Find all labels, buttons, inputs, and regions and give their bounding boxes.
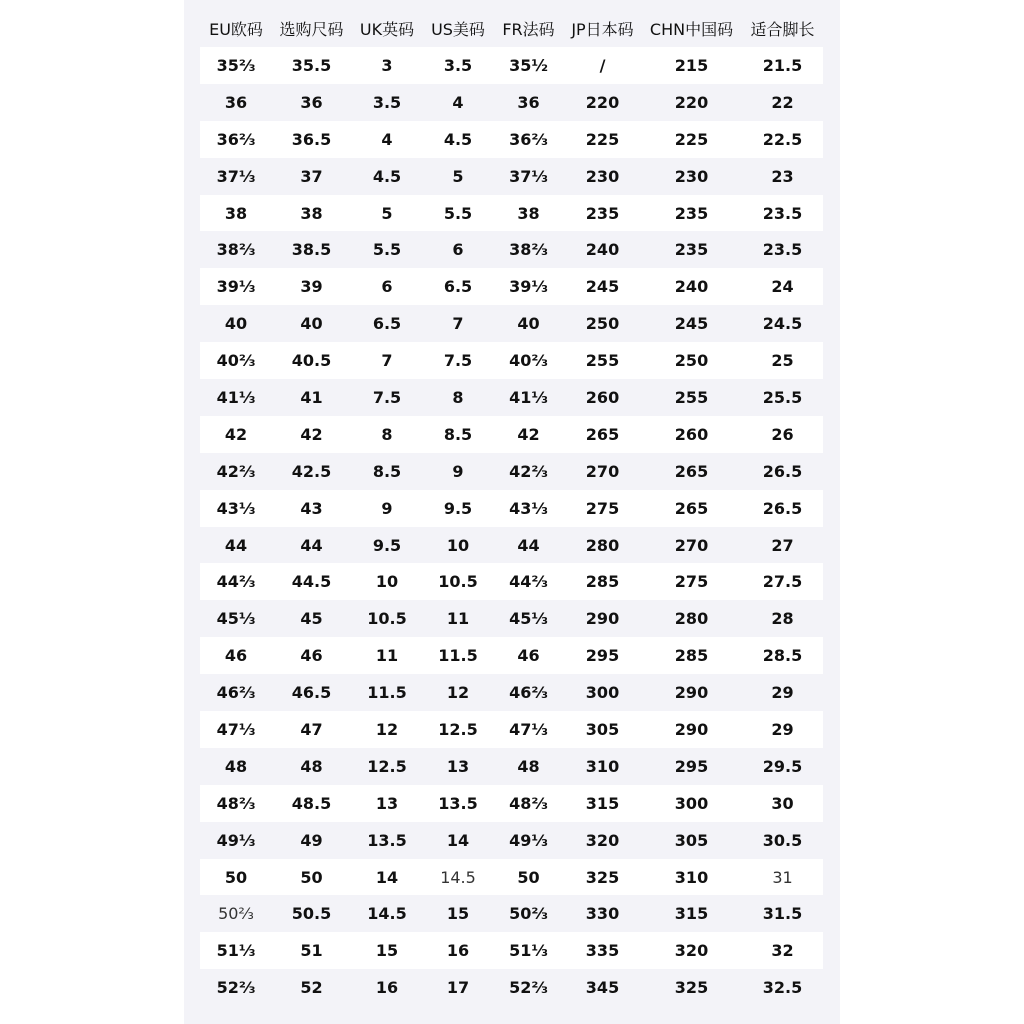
cell-us: 16	[423, 932, 493, 969]
cell-foot-length: 31	[742, 859, 823, 896]
cell-eu: 41⅓	[200, 379, 272, 416]
header-chn: CHN中国码	[649, 20, 734, 39]
cell-chn: 250	[641, 342, 742, 379]
cell-chn: 285	[641, 637, 742, 674]
cell-purchase-size: 50	[272, 859, 351, 896]
cell-foot-length: 26	[742, 416, 823, 453]
cell-eu: 35⅔	[200, 47, 272, 84]
cell-fr: 40⅔	[493, 342, 564, 379]
table-row	[200, 342, 823, 379]
cell-jp: 240	[564, 231, 641, 268]
cell-fr: 48	[493, 748, 564, 785]
cell-uk: 4.5	[351, 158, 423, 195]
cell-chn: 290	[641, 674, 742, 711]
cell-jp: 250	[564, 305, 641, 342]
cell-purchase-size: 51	[272, 932, 351, 969]
cell-us: 14	[423, 822, 493, 859]
cell-fr: 44⅔	[493, 563, 564, 600]
cell-eu: 38⅔	[200, 231, 272, 268]
cell-chn: 325	[641, 969, 742, 1006]
cell-purchase-size: 36.5	[272, 121, 351, 158]
cell-foot-length: 27	[742, 527, 823, 564]
cell-chn: 270	[641, 527, 742, 564]
cell-chn: 295	[641, 748, 742, 785]
table-row	[200, 674, 823, 711]
cell-fr: 46⅔	[493, 674, 564, 711]
cell-us: 8.5	[423, 416, 493, 453]
table-row	[200, 563, 823, 600]
cell-eu: 48	[200, 748, 272, 785]
cell-uk: 9	[351, 490, 423, 527]
cell-chn: 300	[641, 785, 742, 822]
cell-fr: 43⅓	[493, 490, 564, 527]
cell-us: 12.5	[423, 711, 493, 748]
cell-eu: 45⅓	[200, 600, 272, 637]
cell-chn: 310	[641, 859, 742, 896]
cell-foot-length: 28.5	[742, 637, 823, 674]
cell-jp: 295	[564, 637, 641, 674]
cell-us: 11.5	[423, 637, 493, 674]
cell-uk: 14.5	[351, 895, 423, 932]
cell-purchase-size: 41	[272, 379, 351, 416]
size-chart-table	[200, 10, 823, 1006]
cell-jp: 320	[564, 822, 641, 859]
cell-foot-length: 25	[742, 342, 823, 379]
table-row	[200, 859, 823, 896]
cell-uk: 9.5	[351, 527, 423, 564]
cell-foot-length: 28	[742, 600, 823, 637]
cell-eu: 43⅓	[200, 490, 272, 527]
cell-uk: 14	[351, 859, 423, 896]
cell-uk: 15	[351, 932, 423, 969]
cell-uk: 6	[351, 268, 423, 305]
table-row	[200, 195, 823, 232]
cell-uk: 5.5	[351, 231, 423, 268]
cell-fr: 50	[493, 859, 564, 896]
cell-chn: 235	[641, 231, 742, 268]
cell-chn: 315	[641, 895, 742, 932]
table-body	[200, 47, 823, 1006]
cell-foot-length: 29	[742, 674, 823, 711]
cell-uk: 3.5	[351, 84, 423, 121]
table-row	[200, 121, 823, 158]
cell-chn: 230	[641, 158, 742, 195]
cell-chn: 265	[641, 490, 742, 527]
cell-foot-length: 29	[742, 711, 823, 748]
cell-foot-length: 32.5	[742, 969, 823, 1006]
table-row	[200, 822, 823, 859]
cell-jp: 220	[564, 84, 641, 121]
cell-fr: 40	[493, 305, 564, 342]
cell-jp: 275	[564, 490, 641, 527]
cell-purchase-size: 46.5	[272, 674, 351, 711]
cell-purchase-size: 48.5	[272, 785, 351, 822]
cell-uk: 7.5	[351, 379, 423, 416]
cell-chn: 290	[641, 711, 742, 748]
cell-jp: 230	[564, 158, 641, 195]
table-row	[200, 84, 823, 121]
cell-us: 10.5	[423, 563, 493, 600]
cell-jp: 300	[564, 674, 641, 711]
cell-purchase-size: 52	[272, 969, 351, 1006]
cell-chn: 225	[641, 121, 742, 158]
cell-purchase-size: 36	[272, 84, 351, 121]
cell-uk: 12.5	[351, 748, 423, 785]
cell-purchase-size: 45	[272, 600, 351, 637]
cell-foot-length: 22	[742, 84, 823, 121]
cell-jp: 255	[564, 342, 641, 379]
cell-fr: 47⅓	[493, 711, 564, 748]
table-row	[200, 490, 823, 527]
cell-jp: 305	[564, 711, 641, 748]
cell-purchase-size: 38	[272, 195, 351, 232]
cell-purchase-size: 49	[272, 822, 351, 859]
cell-purchase-size: 50.5	[272, 895, 351, 932]
cell-purchase-size: 38.5	[272, 231, 351, 268]
cell-foot-length: 24	[742, 268, 823, 305]
table-row	[200, 748, 823, 785]
cell-purchase-size: 43	[272, 490, 351, 527]
cell-eu: 48⅔	[200, 785, 272, 822]
cell-fr: 51⅓	[493, 932, 564, 969]
cell-chn: 265	[641, 453, 742, 490]
cell-us: 9.5	[423, 490, 493, 527]
cell-eu: 46	[200, 637, 272, 674]
cell-foot-length: 23.5	[742, 195, 823, 232]
cell-purchase-size: 42	[272, 416, 351, 453]
cell-us: 12	[423, 674, 493, 711]
cell-chn: 235	[641, 195, 742, 232]
cell-us: 9	[423, 453, 493, 490]
cell-us: 13.5	[423, 785, 493, 822]
cell-foot-length: 26.5	[742, 453, 823, 490]
cell-eu: 40	[200, 305, 272, 342]
cell-us: 15	[423, 895, 493, 932]
cell-uk: 3	[351, 47, 423, 84]
cell-fr: 52⅔	[493, 969, 564, 1006]
cell-eu: 49⅓	[200, 822, 272, 859]
cell-jp: 325	[564, 859, 641, 896]
cell-eu: 36	[200, 84, 272, 121]
cell-uk: 6.5	[351, 305, 423, 342]
cell-eu: 50	[200, 859, 272, 896]
cell-chn: 240	[641, 268, 742, 305]
cell-fr: 38	[493, 195, 564, 232]
cell-fr: 36	[493, 84, 564, 121]
header-jp: JP日本码	[571, 20, 634, 39]
cell-jp: 315	[564, 785, 641, 822]
header-us: US美码	[431, 20, 485, 39]
cell-uk: 11	[351, 637, 423, 674]
cell-eu: 37⅓	[200, 158, 272, 195]
cell-eu: 47⅓	[200, 711, 272, 748]
cell-us: 4	[423, 84, 493, 121]
cell-fr: 45⅓	[493, 600, 564, 637]
table-row	[200, 969, 823, 1006]
cell-chn: 320	[641, 932, 742, 969]
cell-jp: 290	[564, 600, 641, 637]
table-row	[200, 895, 823, 932]
table-row	[200, 711, 823, 748]
cell-foot-length: 25.5	[742, 379, 823, 416]
cell-uk: 16	[351, 969, 423, 1006]
cell-jp: 270	[564, 453, 641, 490]
cell-chn: 215	[641, 47, 742, 84]
cell-uk: 13.5	[351, 822, 423, 859]
cell-jp: 335	[564, 932, 641, 969]
cell-us: 4.5	[423, 121, 493, 158]
cell-fr: 36⅔	[493, 121, 564, 158]
table-row	[200, 637, 823, 674]
cell-eu: 38	[200, 195, 272, 232]
cell-jp: 260	[564, 379, 641, 416]
cell-foot-length: 30.5	[742, 822, 823, 859]
cell-purchase-size: 46	[272, 637, 351, 674]
cell-uk: 7	[351, 342, 423, 379]
table-row	[200, 158, 823, 195]
cell-eu: 44	[200, 527, 272, 564]
cell-jp: 310	[564, 748, 641, 785]
cell-chn: 305	[641, 822, 742, 859]
cell-chn: 275	[641, 563, 742, 600]
cell-jp: 225	[564, 121, 641, 158]
cell-uk: 10.5	[351, 600, 423, 637]
cell-us: 13	[423, 748, 493, 785]
cell-us: 5.5	[423, 195, 493, 232]
cell-fr: 35½	[493, 47, 564, 84]
cell-chn: 255	[641, 379, 742, 416]
cell-purchase-size: 39	[272, 268, 351, 305]
cell-eu: 36⅔	[200, 121, 272, 158]
cell-chn: 260	[641, 416, 742, 453]
cell-eu: 46⅔	[200, 674, 272, 711]
cell-us: 17	[423, 969, 493, 1006]
table-row	[200, 785, 823, 822]
cell-us: 6.5	[423, 268, 493, 305]
table-row	[200, 231, 823, 268]
cell-foot-length: 32	[742, 932, 823, 969]
cell-us: 7	[423, 305, 493, 342]
cell-jp: 235	[564, 195, 641, 232]
cell-eu: 40⅔	[200, 342, 272, 379]
cell-us: 7.5	[423, 342, 493, 379]
cell-purchase-size: 40	[272, 305, 351, 342]
cell-us: 8	[423, 379, 493, 416]
cell-purchase-size: 44.5	[272, 563, 351, 600]
cell-purchase-size: 44	[272, 527, 351, 564]
table-row	[200, 527, 823, 564]
cell-fr: 41⅓	[493, 379, 564, 416]
cell-purchase-size: 37	[272, 158, 351, 195]
table-row	[200, 453, 823, 490]
cell-us: 11	[423, 600, 493, 637]
cell-foot-length: 22.5	[742, 121, 823, 158]
cell-eu: 42⅔	[200, 453, 272, 490]
cell-chn: 220	[641, 84, 742, 121]
cell-us: 6	[423, 231, 493, 268]
cell-us: 14.5	[423, 859, 493, 896]
table-row	[200, 416, 823, 453]
cell-fr: 42	[493, 416, 564, 453]
cell-fr: 50⅔	[493, 895, 564, 932]
cell-uk: 8	[351, 416, 423, 453]
cell-purchase-size: 40.5	[272, 342, 351, 379]
cell-foot-length: 23.5	[742, 231, 823, 268]
cell-chn: 280	[641, 600, 742, 637]
cell-eu: 42	[200, 416, 272, 453]
table-row	[200, 305, 823, 342]
cell-fr: 44	[493, 527, 564, 564]
cell-foot-length: 27.5	[742, 563, 823, 600]
cell-foot-length: 24.5	[742, 305, 823, 342]
cell-us: 3.5	[423, 47, 493, 84]
cell-eu: 52⅔	[200, 969, 272, 1006]
cell-uk: 11.5	[351, 674, 423, 711]
cell-jp: 285	[564, 563, 641, 600]
cell-eu: 39⅓	[200, 268, 272, 305]
table-row	[200, 268, 823, 305]
cell-eu: 50⅔	[200, 895, 272, 932]
cell-us: 10	[423, 527, 493, 564]
cell-fr: 39⅓	[493, 268, 564, 305]
cell-purchase-size: 47	[272, 711, 351, 748]
header-eu: EU欧码	[209, 20, 263, 39]
header-purchase-size: 选购尺码	[279, 20, 344, 39]
header-uk: UK英码	[359, 20, 415, 39]
cell-jp: 280	[564, 527, 641, 564]
cell-fr: 42⅔	[493, 453, 564, 490]
cell-fr: 49⅓	[493, 822, 564, 859]
cell-purchase-size: 48	[272, 748, 351, 785]
table-row	[200, 600, 823, 637]
cell-eu: 44⅔	[200, 563, 272, 600]
cell-jp: 245	[564, 268, 641, 305]
cell-purchase-size: 42.5	[272, 453, 351, 490]
cell-foot-length: 23	[742, 158, 823, 195]
header-fr: FR法码	[502, 20, 555, 39]
cell-jp: 265	[564, 416, 641, 453]
cell-foot-length: 29.5	[742, 748, 823, 785]
table-row	[200, 932, 823, 969]
cell-uk: 4	[351, 121, 423, 158]
table-row	[200, 47, 823, 84]
cell-purchase-size: 35.5	[272, 47, 351, 84]
header-foot-length: 适合脚长	[750, 20, 815, 39]
cell-jp: 345	[564, 969, 641, 1006]
cell-fr: 48⅔	[493, 785, 564, 822]
cell-jp: 330	[564, 895, 641, 932]
cell-us: 5	[423, 158, 493, 195]
cell-foot-length: 26.5	[742, 490, 823, 527]
cell-chn: 245	[641, 305, 742, 342]
cell-uk: 8.5	[351, 453, 423, 490]
cell-foot-length: 30	[742, 785, 823, 822]
cell-foot-length: 21.5	[742, 47, 823, 84]
cell-uk: 13	[351, 785, 423, 822]
table-row	[200, 379, 823, 416]
cell-fr: 46	[493, 637, 564, 674]
header-row	[200, 10, 823, 47]
cell-fr: 38⅔	[493, 231, 564, 268]
cell-fr: 37⅓	[493, 158, 564, 195]
cell-eu: 51⅓	[200, 932, 272, 969]
cell-jp: /	[564, 47, 641, 84]
cell-uk: 12	[351, 711, 423, 748]
cell-uk: 5	[351, 195, 423, 232]
cell-uk: 10	[351, 563, 423, 600]
cell-foot-length: 31.5	[742, 895, 823, 932]
